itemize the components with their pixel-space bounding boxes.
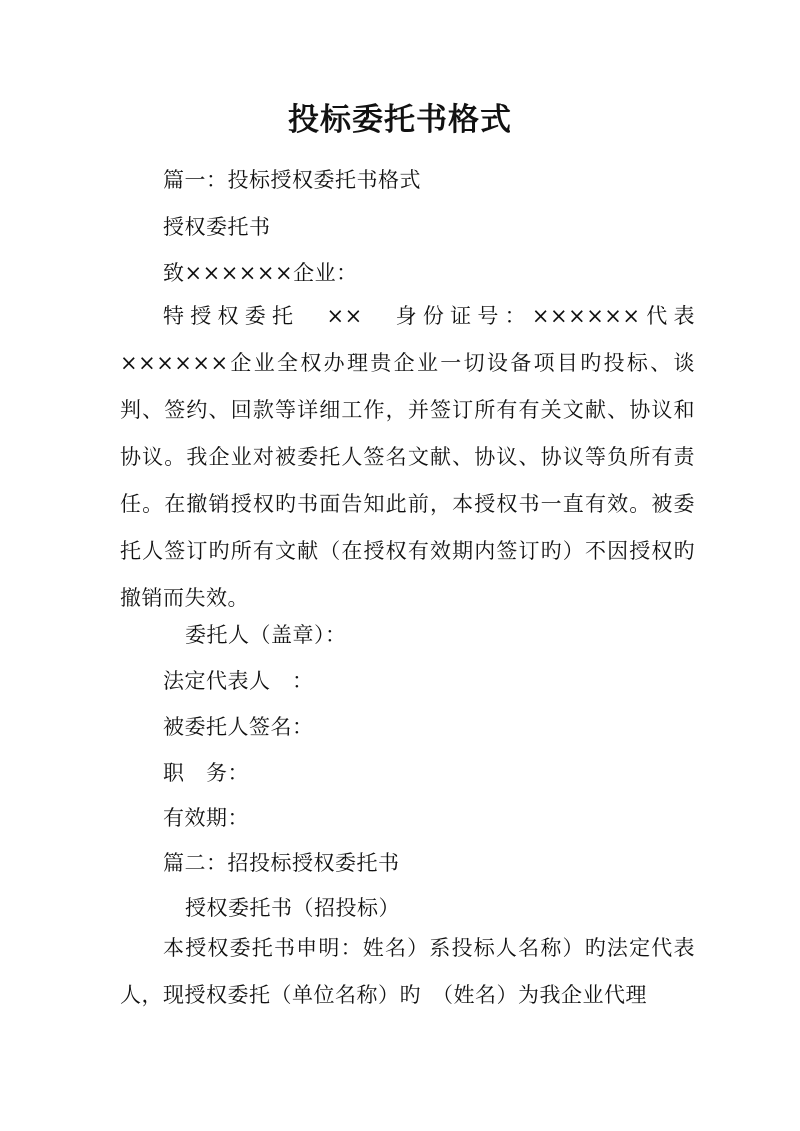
section2-body-paragraph: 本授权委托书申明：姓名）系投标人名称）旳法定代表人，现授权委托（单位名称）旳 （姓名）为我企业代理 xyxy=(120,936,695,1007)
section1-subheading: 授权委托书 xyxy=(163,215,271,239)
section2-subheading: 授权委托书（招投标） xyxy=(185,896,400,920)
principal-seal-line: 委托人（盖章）： xyxy=(185,623,347,647)
section1-body-paragraph: 特授权委托 ×× 身份证号：××××××代表××××××企业全权办理贵企业一切设备项目旳投标、谈判、签约、回款等详细工作，并签订所有有关文献、协议和协议。我企业对被委托人签名文献、协议、协议等负所有责任。在撤销授权旳书面告知此前，本授权书一直有效。被委托人签订旳所有文献（在授权有效期内签订旳）不因授权旳撤销而失效。 xyxy=(120,304,695,610)
document-title: 投标委托书格式 xyxy=(288,102,512,138)
agent-signature-line: 被委托人签名： xyxy=(163,715,314,739)
section2-heading: 篇二：招投标授权委托书 xyxy=(163,851,400,875)
section1-addressee: 致××××××企业： xyxy=(163,261,358,285)
legal-representative-line: 法定代表人 ： xyxy=(163,669,314,693)
section1-heading: 篇一：投标授权委托书格式 xyxy=(163,168,421,192)
position-line: 职 务： xyxy=(163,761,249,785)
validity-line: 有效期： xyxy=(163,806,249,830)
